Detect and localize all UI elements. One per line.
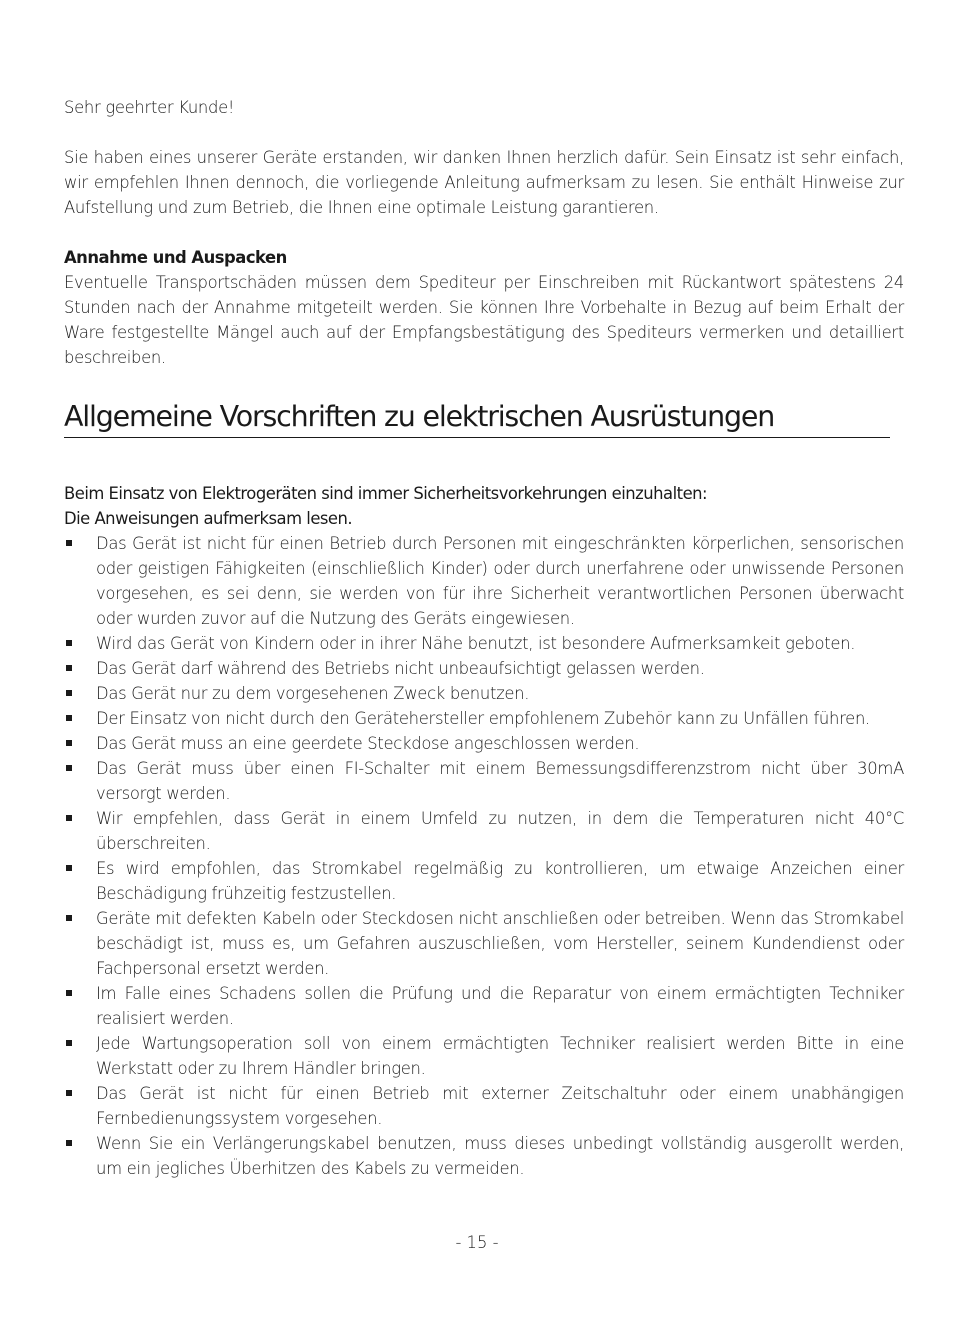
square-bullet-icon bbox=[66, 540, 72, 546]
page-number: - 15 - bbox=[455, 1233, 499, 1252]
list-item bbox=[64, 531, 904, 631]
rule-text: Das Gerät ist nicht für einen Betrieb durch Personen mit eingeschränkten körperlichen, sensorischen oder geistigen Fähigkeiten (einschließlich Kinder) oder durch unerfahrene oder unwissende Personen vorgesehen, es sei denn, sie werden von für ihre Sicherheit verantwortlichen Personen überwacht oder wurden zuvor auf die Nutzung des Geräts eingewiesen. bbox=[96, 534, 904, 628]
receipt-paragraph: Eventuelle Transportschäden müssen dem Spediteur per Einschreiben mit Rückantwort spätestens 24 Stunden nach der Annahme mitgeteilt werden. Sie können Ihre Vorbehalte in Bezug auf beim Erhalt der Ware festgestellte Mängel auch auf der Empfangsbestätigung des Spediteurs vermerken und detailliert beschreiben. bbox=[64, 273, 904, 367]
greeting: Sehr geehrter Kunde! bbox=[64, 98, 235, 117]
list-item bbox=[64, 1131, 904, 1181]
list-item bbox=[64, 856, 904, 906]
safety-intro-line-1: Beim Einsatz von Elektrogeräten sind immer Sicherheitsvorkehrungen einzuhalten: bbox=[64, 484, 708, 503]
list-item bbox=[64, 981, 904, 1031]
square-bullet-icon bbox=[66, 715, 72, 721]
rule-text: Wir empfehlen, dass Gerät in einem Umfeld zu nutzen, in dem die Temperaturen nicht 40°C überschreiten. bbox=[96, 809, 904, 853]
rule-text: Wenn Sie ein Verlängerungskabel benutzen, muss dieses unbedingt vollständig ausgerollt werden, um ein jegliches Überhitzen des Kabels zu vermeiden. bbox=[96, 1134, 904, 1178]
square-bullet-icon bbox=[66, 1040, 72, 1046]
list-item bbox=[64, 756, 904, 806]
list-item bbox=[64, 806, 904, 856]
rule-text: Das Gerät muss an eine geerdete Steckdose angeschlossen werden. bbox=[96, 734, 640, 753]
rule-text: Der Einsatz von nicht durch den Gerätehersteller empfohlenem Zubehör kann zu Unfällen führen. bbox=[96, 709, 870, 728]
square-bullet-icon bbox=[66, 990, 72, 996]
square-bullet-icon bbox=[66, 1090, 72, 1096]
safety-section bbox=[64, 481, 904, 1181]
square-bullet-icon bbox=[66, 1140, 72, 1146]
rule-text: Es wird empfohlen, das Stromkabel regelmäßig zu kontrollieren, um etwaige Anzeichen einer Beschädigung frühzeitig festzustellen. bbox=[96, 859, 904, 903]
rule-text: Jede Wartungsoperation soll von einem ermächtigten Techniker realisiert werden Bitte in eine Werkstatt oder zu Ihrem Händler bringen. bbox=[96, 1034, 904, 1078]
section-title: Allgemeine Vorschriften zu elektrischen Ausrüstungen bbox=[64, 397, 890, 438]
list-item bbox=[64, 906, 904, 981]
list-item bbox=[64, 631, 904, 656]
rule-text: Geräte mit defekten Kabeln oder Steckdosen nicht anschließen oder betreiben. Wenn das Stromkabel beschädigt ist, muss es, um Gefahren auszuschließen, vom Hersteller, seinem Kundendienst oder Fachpersonal ersetzt werden. bbox=[96, 909, 904, 978]
rule-text: Das Gerät nur zu dem vorgesehenen Zweck benutzen. bbox=[96, 684, 530, 703]
receipt-heading: Annahme und Auspacken bbox=[64, 248, 287, 267]
rule-text: Im Falle eines Schadens sollen die Prüfung und die Reparatur von einem ermächtigten Techniker realisiert werden. bbox=[96, 984, 904, 1028]
square-bullet-icon bbox=[66, 765, 72, 771]
square-bullet-icon bbox=[66, 740, 72, 746]
square-bullet-icon bbox=[66, 665, 72, 671]
safety-intro-line-2: Die Anweisungen aufmerksam lesen. bbox=[64, 509, 353, 528]
safety-rules-list bbox=[64, 531, 904, 1181]
intro-paragraph: Sie haben eines unserer Geräte erstanden, wir danken Ihnen herzlich dafür. Sein Einsatz ist sehr einfach, wir empfehlen Ihnen dennoch, die vorliegende Anleitung aufmerksam zu lesen. Sie enthält Hinweise zur Aufstellung und zum Betrieb, die Ihnen eine optimale Leistung garantieren. bbox=[64, 148, 904, 217]
list-item bbox=[64, 681, 904, 706]
list-item bbox=[64, 656, 904, 681]
rule-text: Das Gerät ist nicht für einen Betrieb mit externer Zeitschaltuhr oder einem unabhängigen Fernbedienungssystem vorgesehen. bbox=[96, 1084, 904, 1128]
list-item bbox=[64, 731, 904, 756]
square-bullet-icon bbox=[66, 865, 72, 871]
list-item bbox=[64, 1031, 904, 1081]
document-body bbox=[64, 95, 904, 370]
rule-text: Das Gerät darf während des Betriebs nicht unbeaufsichtigt gelassen werden. bbox=[96, 659, 705, 678]
rule-text: Das Gerät muss über einen FI-Schalter mit einem Bemessungsdifferenzstrom nicht über 30mA versorgt werden. bbox=[96, 759, 904, 803]
list-item bbox=[64, 1081, 904, 1131]
square-bullet-icon bbox=[66, 690, 72, 696]
square-bullet-icon bbox=[66, 915, 72, 921]
square-bullet-icon bbox=[66, 640, 72, 646]
square-bullet-icon bbox=[66, 815, 72, 821]
list-item bbox=[64, 706, 904, 731]
rule-text: Wird das Gerät von Kindern oder in ihrer Nähe benutzt, ist besondere Aufmerksamkeit geboten. bbox=[96, 634, 856, 653]
